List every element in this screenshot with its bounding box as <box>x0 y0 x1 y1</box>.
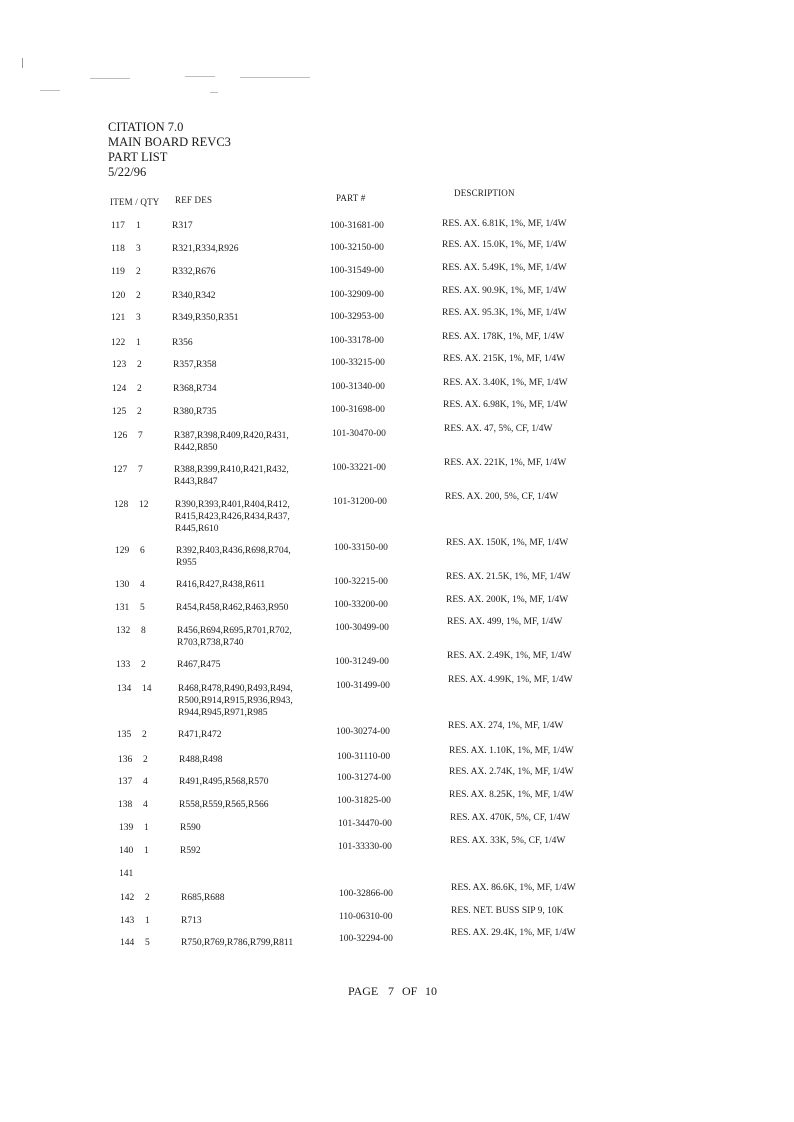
row-ref-designators <box>173 359 217 371</box>
of-label: OF <box>402 984 418 998</box>
row-quantity: 2 <box>137 360 142 370</box>
row-description: RES. AX. 274, 1%, MF, 1/4W <box>448 721 564 731</box>
row-ref-designators <box>180 845 201 857</box>
row-item-number: 127 <box>113 465 128 475</box>
ref-des-line: R368,R734 <box>173 384 217 394</box>
row-item-number: 133 <box>116 660 131 670</box>
row-item-number: 139 <box>119 823 134 833</box>
row-ref-designators <box>176 579 265 591</box>
row-description: RES. AX. 95.3K, 1%, MF, 1/4W <box>442 308 567 318</box>
scan-artifact <box>185 76 215 77</box>
row-quantity: 2 <box>136 291 141 301</box>
row-quantity: 2 <box>136 267 141 277</box>
ref-des-line: R592 <box>180 846 201 856</box>
row-ref-designators <box>172 243 239 255</box>
row-quantity: 2 <box>145 893 150 903</box>
row-part-number: 100-30499-00 <box>335 622 389 633</box>
row-part-number: 100-31499-00 <box>336 680 390 691</box>
row-part-number: 101-30470-00 <box>332 428 386 439</box>
scan-artifact <box>240 77 310 78</box>
ref-des-line: R703,R738,R740 <box>177 638 244 648</box>
row-item-number: 132 <box>116 626 131 636</box>
row-quantity: 2 <box>142 730 147 740</box>
page-label: PAGE <box>348 984 379 998</box>
row-part-number: 100-33200-00 <box>334 600 388 610</box>
header-title: CITATION 7.0 <box>108 120 184 134</box>
row-part-number: 100-30274-00 <box>336 726 390 737</box>
row-ref-designators <box>176 545 291 569</box>
ref-des-line: R713 <box>181 916 202 926</box>
row-item-number: 144 <box>120 938 135 948</box>
row-item-number: 122 <box>111 338 126 348</box>
row-description: RES. AX. 4.99K, 1%, MF, 1/4W <box>448 675 573 685</box>
row-part-number: 101-31200-00 <box>333 497 387 507</box>
column-header-item-qty: ITEM / QTY <box>110 197 160 207</box>
ref-des-line: R443,R847 <box>174 477 218 487</box>
row-part-number: 100-31825-00 <box>337 796 391 806</box>
row-item-number: 131 <box>115 603 130 613</box>
row-item-number: 123 <box>112 360 127 370</box>
ref-des-line: R442,R850 <box>174 443 218 453</box>
row-part-number: 100-33178-00 <box>330 336 384 346</box>
row-part-number: 100-33150-00 <box>334 543 388 553</box>
row-ref-designators <box>178 729 222 741</box>
ref-des-line: R356 <box>172 338 193 348</box>
row-description: RES. AX. 470K, 5%, CF, 1/4W <box>450 813 571 823</box>
row-item-number: 129 <box>115 546 130 556</box>
row-part-number: 100-32909-00 <box>330 289 384 300</box>
ref-des-line: R445,R610 <box>175 524 219 534</box>
column-header-description: DESCRIPTION <box>454 188 515 198</box>
row-description: RES. AX. 178K, 1%, MF, 1/4W <box>442 332 565 342</box>
row-quantity: 6 <box>140 546 145 556</box>
ref-des-line: R332,R676 <box>172 267 216 277</box>
row-item-number: 120 <box>111 291 126 301</box>
ref-des-line: R392,R403,R436,R698,R704, <box>176 546 291 556</box>
ref-des-line: R500,R914,R915,R936,R943, <box>178 696 293 706</box>
row-description: RES. AX. 29.4K, 1%, MF, 1/4W <box>451 928 576 938</box>
scan-artifact <box>90 78 130 79</box>
ref-des-line: R349,R350,R351 <box>172 313 239 323</box>
row-quantity: 14 <box>142 684 152 694</box>
row-ref-designators <box>179 776 268 788</box>
row-ref-designators <box>181 915 202 927</box>
scan-artifact <box>22 58 23 68</box>
row-description: RES. AX. 90.9K, 1%, MF, 1/4W <box>442 286 567 296</box>
row-quantity: 2 <box>137 384 142 394</box>
row-part-number: 100-33221-00 <box>332 462 386 473</box>
document-header <box>108 120 231 180</box>
row-ref-designators <box>172 312 239 324</box>
row-part-number: 100-31549-00 <box>330 266 384 276</box>
row-description: RES. AX. 6.81K, 1%, MF, 1/4W <box>442 219 567 229</box>
row-ref-designators <box>172 266 216 278</box>
row-description: RES. AX. 499, 1%, MF, 1/4W <box>447 617 563 627</box>
row-ref-designators <box>178 683 293 719</box>
row-part-number: 100-31681-00 <box>330 221 384 231</box>
scan-artifact <box>40 90 60 91</box>
row-item-number: 124 <box>112 384 127 394</box>
row-quantity: 1 <box>144 823 149 833</box>
row-item-number: 128 <box>114 500 129 510</box>
row-quantity: 7 <box>138 431 143 441</box>
ref-des-line: R415,R423,R426,R434,R437, <box>175 512 290 522</box>
row-description: RES. AX. 2.49K, 1%, MF, 1/4W <box>447 651 572 661</box>
row-item-number: 134 <box>117 684 132 694</box>
row-description: RES. AX. 8.25K, 1%, MF, 1/4W <box>449 790 574 800</box>
row-part-number: 100-31249-00 <box>335 656 389 667</box>
row-description: RES. AX. 1.10K, 1%, MF, 1/4W <box>449 746 574 756</box>
ref-des-line: R317 <box>172 221 193 231</box>
ref-des-line: R468,R478,R490,R493,R494, <box>178 684 293 694</box>
ref-des-line: R456,R694,R695,R701,R702, <box>177 626 292 636</box>
column-header-ref-des: REF DES <box>175 195 213 205</box>
header-date: 5/22/96 <box>108 165 147 179</box>
ref-des-line: R454,R458,R462,R463,R950 <box>176 603 289 613</box>
ref-des-line: R390,R393,R401,R404,R412, <box>175 500 290 510</box>
row-item-number: 138 <box>118 800 133 810</box>
row-description: RES. AX. 5.49K, 1%, MF, 1/4W <box>442 263 567 273</box>
row-ref-designators <box>173 406 217 418</box>
row-description: RES. AX. 15.0K, 1%, MF, 1/4W <box>442 240 567 250</box>
row-part-number: 100-32866-00 <box>339 889 393 899</box>
row-ref-designators <box>174 430 289 454</box>
row-quantity: 4 <box>143 800 148 810</box>
page-number: 7 <box>388 984 394 998</box>
row-item-number: 141 <box>119 869 134 879</box>
ref-des-line: R340,R342 <box>172 291 216 301</box>
ref-des-line: R321,R334,R926 <box>172 244 239 254</box>
row-part-number: 100-32294-00 <box>339 934 393 944</box>
row-ref-designators <box>177 625 292 649</box>
row-quantity: 1 <box>144 846 149 856</box>
row-ref-designators <box>175 499 290 535</box>
row-ref-designators <box>172 290 216 302</box>
row-part-number: 100-32150-00 <box>330 243 384 253</box>
row-quantity: 4 <box>143 777 148 787</box>
ref-des-line: R387,R398,R409,R420,R431, <box>174 431 289 441</box>
header-board: MAIN BOARD REVC3 <box>108 135 231 149</box>
row-item-number: 119 <box>111 267 125 277</box>
ref-des-line: R558,R559,R565,R566 <box>179 800 269 810</box>
row-quantity: 2 <box>141 660 146 670</box>
row-quantity: 2 <box>143 755 148 765</box>
ref-des-line: R955 <box>176 558 197 568</box>
row-ref-designators <box>173 383 217 395</box>
row-item-number: 135 <box>117 730 132 740</box>
ref-des-line: R944,R945,R971,R985 <box>178 708 268 718</box>
row-quantity: 3 <box>136 244 141 254</box>
row-part-number: 110-06310-00 <box>339 912 393 922</box>
row-quantity: 1 <box>136 338 141 348</box>
ref-des-line: R750,R769,R786,R799,R811 <box>181 938 294 948</box>
row-item-number: 125 <box>112 407 127 417</box>
row-part-number: 100-32215-00 <box>334 577 388 587</box>
page-total: 10 <box>425 984 437 998</box>
row-item-number: 118 <box>111 244 125 254</box>
ref-des-line: R380,R735 <box>173 407 217 417</box>
ref-des-line: R685,R688 <box>181 893 225 903</box>
row-quantity: 12 <box>139 500 149 510</box>
row-ref-designators <box>181 937 293 949</box>
row-item-number: 117 <box>111 221 125 231</box>
ref-des-line: R388,R399,R410,R421,R432, <box>174 465 289 475</box>
row-item-number: 142 <box>120 893 135 903</box>
row-quantity: 1 <box>136 221 141 231</box>
row-item-number: 136 <box>118 755 133 765</box>
row-description: RES. AX. 6.98K, 1%, MF, 1/4W <box>443 400 568 410</box>
row-ref-designators <box>181 892 225 904</box>
ref-des-line: R491,R495,R568,R570 <box>179 777 269 787</box>
row-description: RES. AX. 200K, 1%, MF, 1/4W <box>446 595 569 605</box>
ref-des-line: R357,R358 <box>173 360 217 370</box>
row-item-number: 130 <box>115 580 130 590</box>
row-item-number: 137 <box>118 777 133 787</box>
row-description: RES. AX. 215K, 1%, MF, 1/4W <box>443 354 566 364</box>
column-header-part: PART # <box>336 193 366 203</box>
row-item-number: 140 <box>119 846 134 856</box>
row-part-number: 100-31110-00 <box>337 751 391 762</box>
row-quantity: 2 <box>137 407 142 417</box>
row-description: RES. AX. 47, 5%, CF, 1/4W <box>444 424 553 434</box>
row-description: RES. NET. BUSS SIP 9, 10K <box>451 906 564 916</box>
row-item-number: 121 <box>111 313 126 323</box>
row-quantity: 5 <box>140 603 145 613</box>
row-part-number: 100-31340-00 <box>331 382 385 392</box>
row-quantity: 3 <box>136 313 141 323</box>
row-quantity: 7 <box>138 465 143 475</box>
row-ref-designators <box>180 822 201 834</box>
row-description: RES. AX. 2.74K, 1%, MF, 1/4W <box>449 767 574 777</box>
row-part-number: 100-32953-00 <box>330 311 384 322</box>
row-ref-designators <box>176 602 288 614</box>
row-description: RES. AX. 150K, 1%, MF, 1/4W <box>446 538 569 548</box>
row-ref-designators <box>177 659 221 671</box>
ref-des-line: R488,R498 <box>179 755 223 765</box>
row-description: RES. AX. 221K, 1%, MF, 1/4W <box>444 458 567 468</box>
ref-des-line: R471,R472 <box>178 730 222 740</box>
row-ref-designators <box>174 464 289 488</box>
row-quantity: 4 <box>140 580 145 590</box>
ref-des-line: R590 <box>180 823 201 833</box>
row-part-number: 101-34470-00 <box>338 819 392 829</box>
row-quantity: 1 <box>145 916 150 926</box>
row-quantity: 5 <box>145 938 150 948</box>
row-description: RES. AX. 86.6K, 1%, MF, 1/4W <box>451 883 576 893</box>
row-ref-designators <box>172 337 193 349</box>
row-description: RES. AX. 200, 5%, CF, 1/4W <box>445 492 559 502</box>
row-part-number: 100-33215-00 <box>331 358 385 368</box>
row-ref-designators <box>179 799 268 811</box>
row-item-number: 126 <box>113 431 128 441</box>
row-item-number: 143 <box>120 916 135 926</box>
ref-des-line: R416,R427,R438,R611 <box>176 580 266 590</box>
row-quantity: 8 <box>141 626 146 636</box>
row-part-number: 100-31698-00 <box>331 404 385 415</box>
row-ref-designators <box>172 220 193 232</box>
row-description: RES. AX. 33K, 5%, CF, 1/4W <box>450 836 566 846</box>
row-ref-designators <box>179 754 223 766</box>
row-part-number: 100-31274-00 <box>337 773 391 783</box>
row-description: RES. AX. 3.40K, 1%, MF, 1/4W <box>443 378 568 388</box>
ref-des-line: R467,R475 <box>177 660 221 670</box>
header-subtitle: PART LIST <box>108 150 168 164</box>
scan-artifact <box>210 92 218 93</box>
row-part-number: 101-33330-00 <box>338 842 392 852</box>
row-description: RES. AX. 21.5K, 1%, MF, 1/4W <box>446 572 571 582</box>
